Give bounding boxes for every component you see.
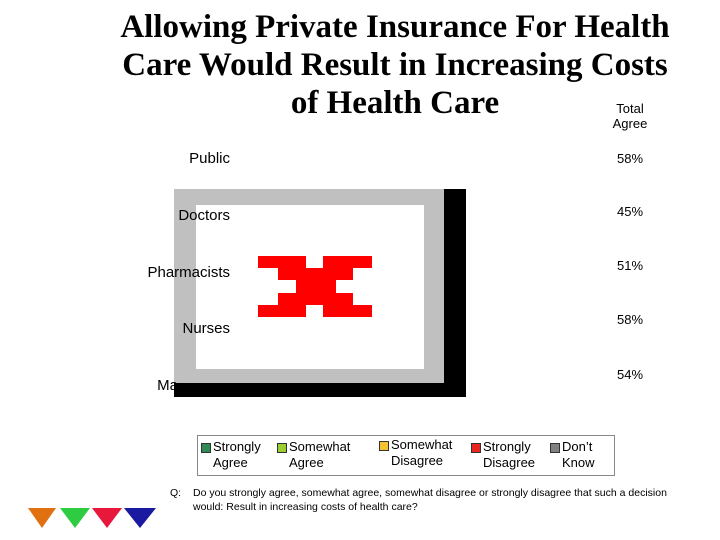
legend-label-line-2: Know — [562, 455, 595, 470]
survey-question-note — [170, 486, 690, 514]
legend-label-line-2: Disagree — [483, 455, 536, 470]
title-line-1: Allowing Private Insurance For Health — [120, 9, 670, 45]
category-label-ma: Ma — [157, 377, 178, 394]
legend-item-somewhat-agree — [277, 439, 350, 471]
question-text: Do you strongly agree, somewhat agree, somewhat disagree or strongly disagree that such a decision would: Result in increasing costs of health care? — [193, 487, 667, 513]
logo-triangle-blue — [124, 508, 156, 528]
legend-item-strongly-disagree — [471, 439, 535, 471]
total-agree-value-public: 58% — [616, 151, 644, 166]
total-agree-value-ma: 54% — [616, 367, 644, 382]
placeholder-block — [323, 256, 372, 268]
legend-swatch — [379, 441, 389, 451]
logo-triangle-orange — [28, 508, 56, 528]
question-prefix: Q: — [170, 487, 182, 499]
total-agree-value-nurses: 58% — [616, 312, 644, 327]
logo-triangle-red — [92, 508, 122, 528]
brand-logo — [28, 508, 158, 530]
title-line-3: of Health Care — [290, 85, 500, 121]
legend-label-line-1: Somewhat — [391, 437, 453, 452]
legend-label-line-2: Agree — [289, 455, 324, 470]
title-line-2: Care Would Result in Increasing Costs — [122, 47, 668, 83]
category-label-doctors: Doctors — [178, 207, 230, 224]
legend-swatch — [550, 443, 560, 453]
placeholder-block — [296, 280, 336, 293]
legend-label-line-1: Somewhat — [289, 439, 351, 454]
legend-item-dont-know — [550, 439, 595, 471]
legend-item-somewhat-disagree — [379, 437, 452, 469]
category-label-nurses: Nurses — [182, 320, 230, 337]
total-agree-header-line-1: Total — [616, 101, 644, 116]
legend-swatch — [201, 443, 211, 453]
placeholder-block — [278, 293, 353, 305]
legend-swatch — [277, 443, 287, 453]
legend-swatch — [471, 443, 481, 453]
placeholder-block — [258, 305, 306, 317]
logo-triangle-green — [60, 508, 90, 528]
category-label-pharmacists: Pharmacists — [147, 264, 230, 281]
category-label-public: Public — [189, 150, 230, 167]
total-agree-value-pharmacists: 51% — [616, 258, 644, 273]
legend-label-line-2: Disagree — [391, 453, 444, 468]
placeholder-block — [258, 256, 306, 268]
placeholder-block — [278, 268, 353, 280]
legend-item-strongly-agree — [201, 439, 261, 471]
legend-label-line-1: Don’t — [562, 439, 593, 454]
total-agree-header-line-2: Agree — [612, 116, 648, 131]
legend-label-line-1: Strongly — [483, 439, 531, 454]
legend-label-line-2: Agree — [213, 455, 248, 470]
legend-label-line-1: Strongly — [213, 439, 261, 454]
total-agree-value-doctors: 45% — [616, 204, 644, 219]
chart-legend — [197, 435, 615, 476]
placeholder-block — [323, 305, 372, 317]
